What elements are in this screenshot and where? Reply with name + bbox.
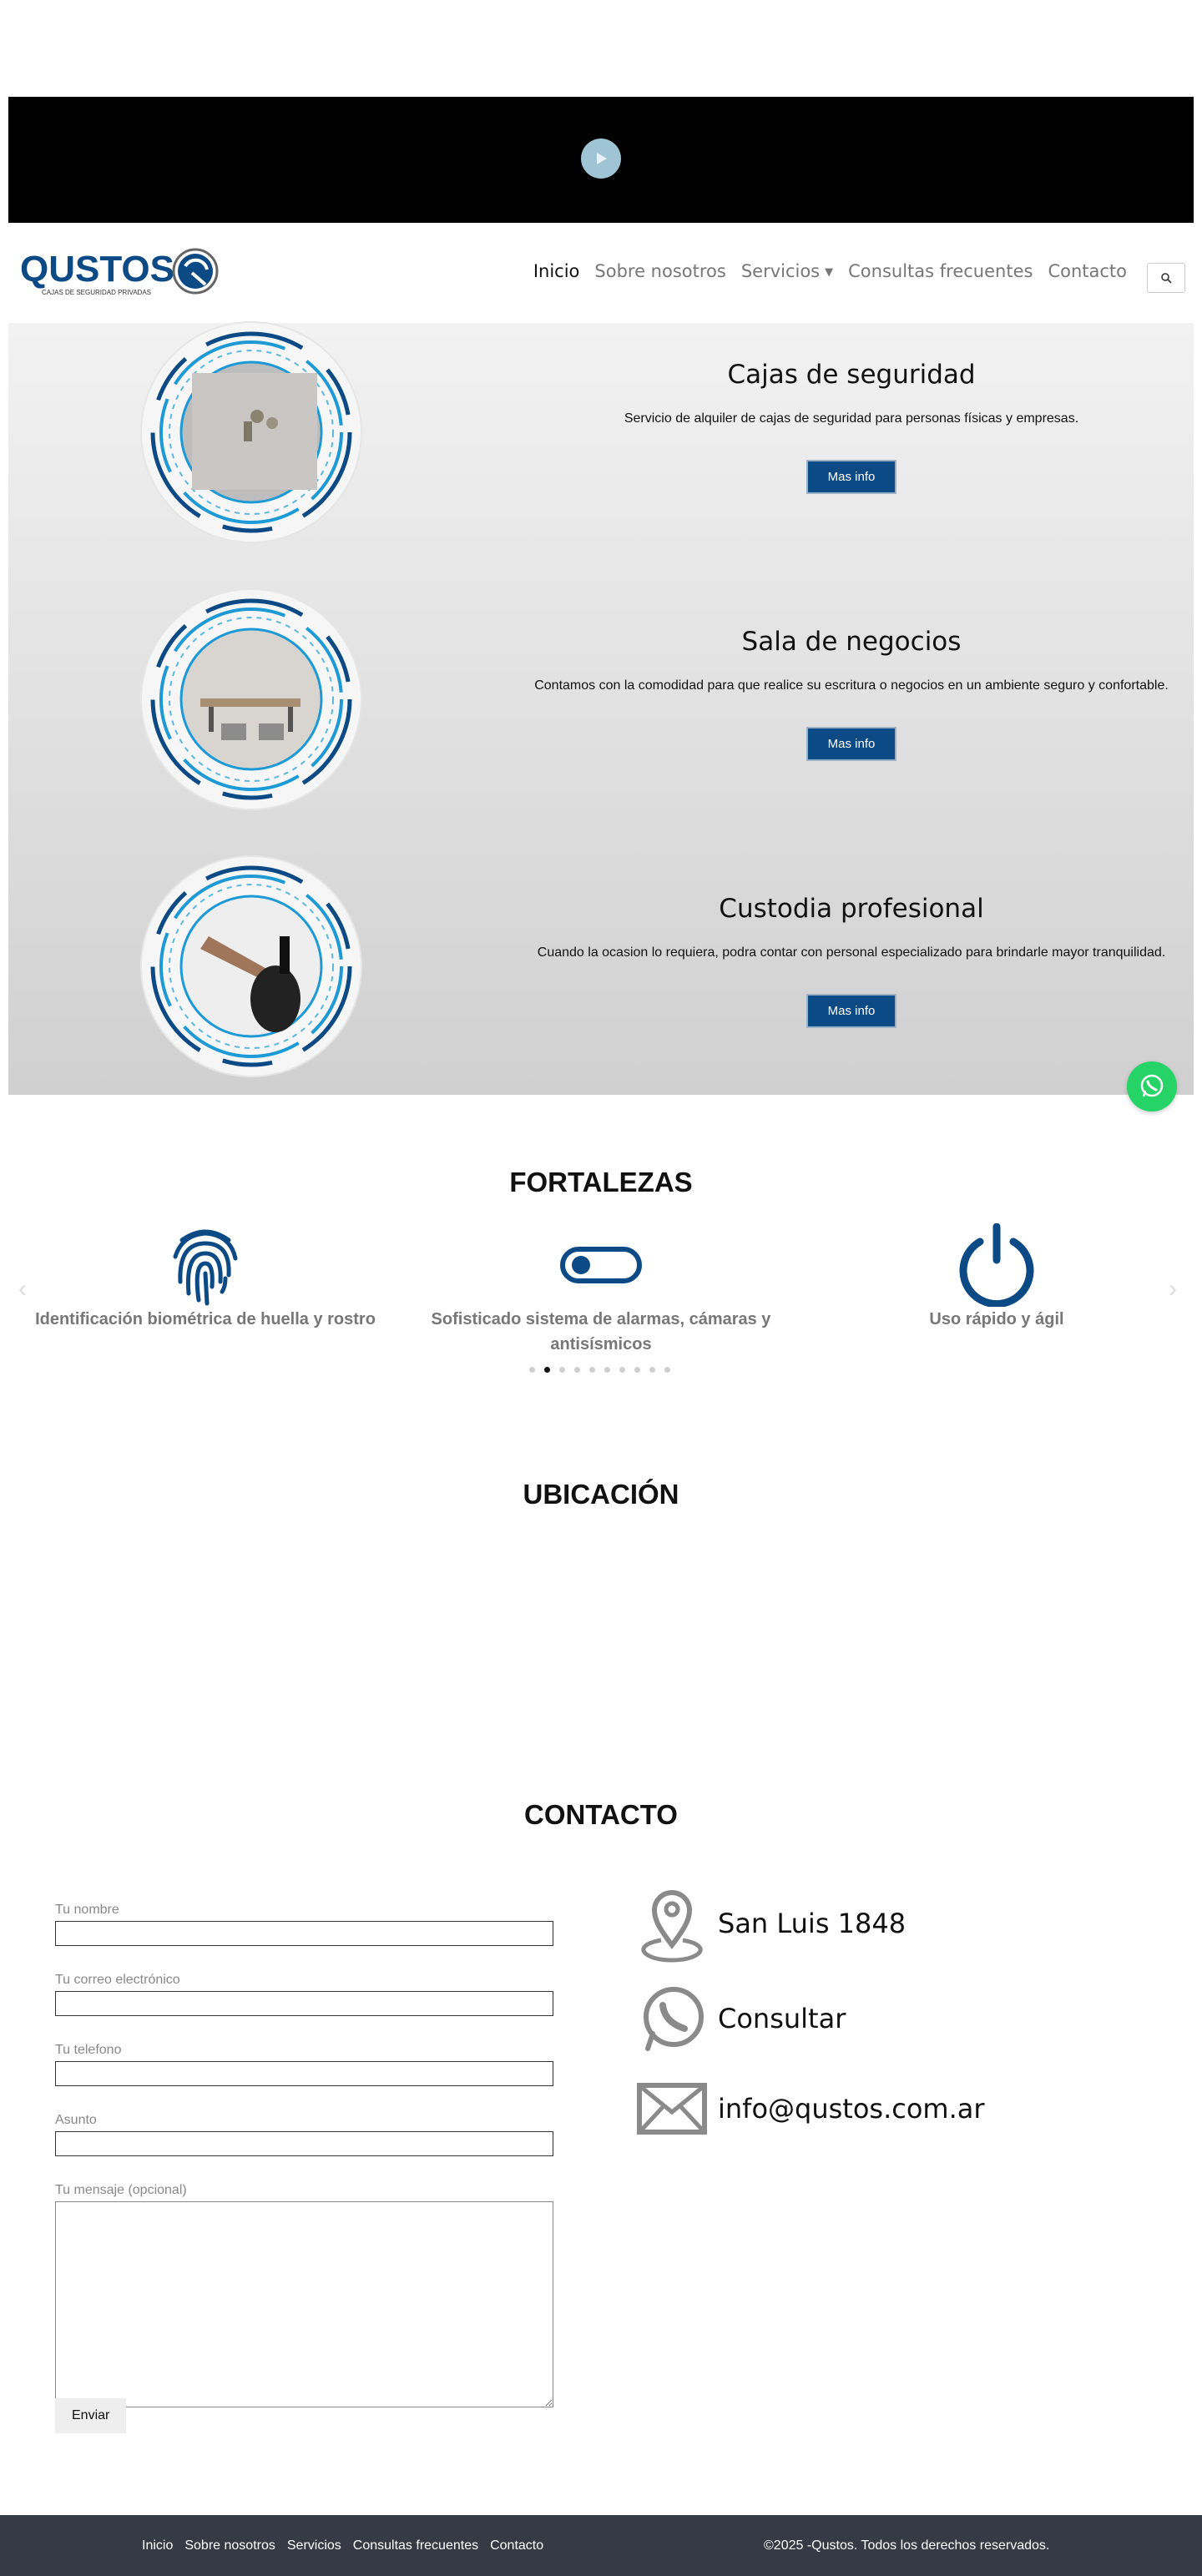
search-icon [1160, 272, 1172, 284]
site-footer [0, 2515, 1202, 2576]
footer-link-sobre-nosotros[interactable]: Sobre nosotros [184, 2538, 275, 2553]
nav-item-servicios[interactable] [741, 261, 833, 281]
phone-label: Tu telefono [55, 2043, 122, 2057]
video-player[interactable] [8, 97, 1194, 223]
search-button[interactable] [1147, 263, 1185, 293]
email-field[interactable] [55, 1991, 553, 2016]
service-text-custodia [509, 894, 1194, 1028]
chevron-down-icon: ▼ [825, 265, 834, 279]
contact-address [636, 1882, 906, 1965]
nav-item-inicio[interactable]: Inicio [533, 261, 580, 281]
mas-info-button[interactable]: Mas info [806, 727, 897, 761]
carousel-dot[interactable] [544, 1367, 550, 1373]
fortaleza-label: Sofisticado sistema de alarmas, cámaras y antisísmicos [431, 1310, 771, 1354]
footer-nav [142, 2538, 543, 2553]
contact-email[interactable] [636, 2082, 985, 2135]
carousel-dot[interactable] [529, 1367, 535, 1373]
service-cajas [8, 323, 1194, 573]
carousel-dot[interactable] [634, 1367, 640, 1373]
address-text: San Luis 1848 [718, 1908, 907, 1939]
footer-link-servicios[interactable]: Servicios [286, 2538, 341, 2553]
whatsapp-float-button[interactable] [1127, 1061, 1177, 1112]
message-field[interactable] [55, 2201, 553, 2407]
mas-info-button[interactable]: Mas info [806, 460, 897, 494]
carousel-dot[interactable] [604, 1367, 610, 1373]
service-title: Custodia profesional [719, 894, 984, 924]
nav-item-contacto[interactable]: Contacto [1048, 261, 1127, 281]
name-label: Tu nombre [55, 1903, 119, 1917]
main-nav [533, 261, 1127, 281]
whatsapp-text: Consultar [718, 2003, 846, 2034]
email-text: info@qustos.com.ar [718, 2093, 985, 2125]
toggle-icon [559, 1244, 643, 1286]
logo-mark [20, 248, 220, 300]
footer-link-consultas[interactable]: Consultas frecuentes [352, 2538, 479, 2553]
fingerprint-icon [165, 1223, 245, 1307]
nav-item-sobre-nosotros[interactable]: Sobre nosotros [594, 261, 726, 281]
submit-button[interactable]: Enviar [55, 2398, 126, 2433]
mail-icon [636, 2082, 708, 2135]
logo-tagline: CAJAS DE SEGURIDAD PRIVADAS [42, 289, 151, 296]
fortalezas-title: FORTALEZAS [509, 1167, 693, 1197]
whatsapp-icon [1138, 1072, 1166, 1101]
service-description: Contamos con la comodidad para que realice su escritura o negocios en un ambiente seguro y confortable. [534, 678, 1169, 693]
service-sala [8, 590, 1194, 840]
email-label: Tu correo electrónico [55, 1973, 180, 1987]
power-icon [955, 1223, 1038, 1307]
nav-item-servicios-label: Servicios [740, 261, 821, 281]
message-label: Tu mensaje (opcional) [55, 2183, 187, 2197]
mas-info-button[interactable]: Mas info [806, 994, 897, 1028]
contact-whatsapp[interactable] [636, 1985, 846, 2052]
services-section [8, 323, 1194, 1095]
service-title: Sala de negocios [741, 627, 962, 657]
logo-name: QUSTOS [20, 249, 175, 290]
fortaleza-item-uso [813, 1223, 1180, 1332]
service-custodia [8, 857, 1194, 1107]
name-field[interactable] [55, 1921, 553, 1946]
play-icon [593, 151, 609, 166]
contact-form [55, 1903, 556, 2422]
carousel-dot[interactable] [664, 1367, 670, 1373]
service-text-cajas [509, 360, 1194, 494]
carousel-dot[interactable] [619, 1367, 625, 1373]
service-image-sala [142, 590, 361, 809]
subject-field[interactable] [55, 2131, 553, 2156]
carousel-dot[interactable] [649, 1367, 655, 1373]
whatsapp-icon [636, 1985, 708, 2052]
play-button[interactable] [581, 139, 621, 179]
site-header [8, 223, 1194, 323]
footer-link-contacto[interactable]: Contacto [490, 2538, 544, 2553]
logo[interactable] [20, 248, 220, 300]
service-description: Cuando la ocasion lo requiera, podra contar con personal especializado para brindarle mayor tranquilidad. [537, 945, 1166, 960]
fortaleza-item-alarmas [417, 1223, 785, 1357]
footer-link-inicio[interactable]: Inicio [142, 2538, 174, 2553]
carousel-dot[interactable] [559, 1367, 565, 1373]
contacto-title: CONTACTO [524, 1799, 678, 1830]
phone-field[interactable] [55, 2061, 553, 2086]
service-description: Servicio de alquiler de cajas de seguridad para personas físicas y empresas. [624, 411, 1079, 426]
fortaleza-label: Identificación biométrica de huella y rostro [35, 1310, 376, 1328]
service-title: Cajas de seguridad [727, 360, 976, 390]
service-image-cajas [142, 323, 361, 542]
carousel-dot[interactable] [574, 1367, 580, 1373]
copyright-text: ©2025 -Qustos. Todos los derechos reservados. [764, 2538, 1050, 2553]
location-pin-icon [636, 1882, 708, 1965]
carousel-dot[interactable] [589, 1367, 595, 1373]
service-text-sala [509, 627, 1194, 761]
service-image-custodia [142, 857, 361, 1076]
carousel-next-arrow[interactable]: › [1169, 1275, 1177, 1303]
carousel-prev-arrow[interactable]: ‹ [18, 1275, 27, 1303]
carousel-dots [529, 1367, 670, 1373]
fortaleza-label: Uso rápido y ágil [929, 1310, 1064, 1328]
ubicacion-title: UBICACIÓN [523, 1479, 679, 1510]
nav-item-consultas[interactable]: Consultas frecuentes [848, 261, 1033, 281]
fortaleza-item-biometrica [22, 1223, 389, 1332]
subject-label: Asunto [55, 2113, 97, 2127]
